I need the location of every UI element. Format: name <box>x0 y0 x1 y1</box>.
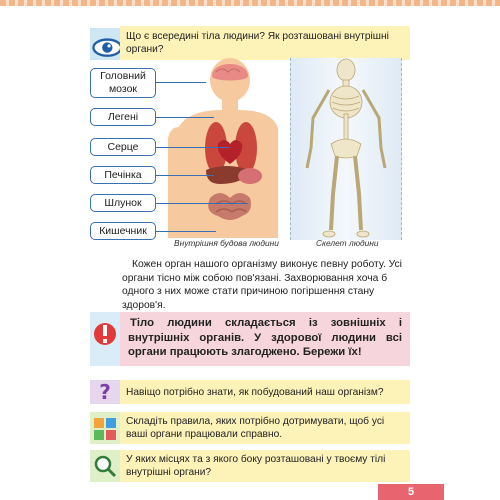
task-row-3 <box>90 450 410 482</box>
leader-heart <box>156 147 230 148</box>
task-3-text: У яких місцях та з якого боку розташовані у твоєму тілі внутрішні органи? <box>120 450 410 482</box>
exclamation-icon <box>90 312 120 366</box>
top-decor-band <box>0 0 500 6</box>
magnifier-icon <box>90 450 120 482</box>
internal-organs-illustration <box>168 58 278 238</box>
label-intestine: Кишечник <box>90 222 156 240</box>
caption-skeleton: Скелет людини <box>316 238 379 248</box>
task-2-text: Складіть правила, яких потрібно дотримувати, щоб усі ваші органи працювали справно. <box>120 412 410 444</box>
label-lungs: Легені <box>90 108 156 126</box>
task-1-text: Навіщо потрібно знати, як побудований наш організм? <box>120 380 410 404</box>
intro-question <box>90 26 410 60</box>
task-row-1 <box>90 380 410 404</box>
page-number: 5 <box>378 484 444 500</box>
label-heart: Серце <box>90 138 156 156</box>
caption-internal-structure: Внутрішня будова людини <box>174 238 279 248</box>
anatomy-figure <box>90 58 420 250</box>
key-message-text: Тіло людини складається із зовнішніх і внутрішніх органів. У здорової людини всі органи працюють злагоджено. Бережи їх! <box>120 312 410 366</box>
leader-liver <box>156 175 214 176</box>
leader-intestine <box>156 231 216 232</box>
body-paragraph: Кожен орган нашого організму виконує певну роботу. Усі органи тісно між собою пов'язані. Захворювання хоча б одного з них може стати причиною погіршення стану здоров'я. <box>122 259 402 311</box>
task-row-2 <box>90 412 410 444</box>
intro-question-text: Що є всередині тіла людини? Як розташовані внутрішні органи? <box>120 26 410 60</box>
label-brain: Головний мозок <box>90 68 156 98</box>
eye-icon <box>90 26 120 60</box>
label-stomach: Шлунок <box>90 194 156 212</box>
label-liver: Печінка <box>90 166 156 184</box>
skeleton-illustration <box>295 58 397 240</box>
svg-text:?: ? <box>99 380 111 404</box>
group-work-icon <box>90 412 120 444</box>
leader-lungs <box>156 117 214 118</box>
question-icon <box>90 380 120 404</box>
leader-brain <box>156 82 206 83</box>
leader-stomach <box>156 203 248 204</box>
key-message <box>90 312 410 366</box>
